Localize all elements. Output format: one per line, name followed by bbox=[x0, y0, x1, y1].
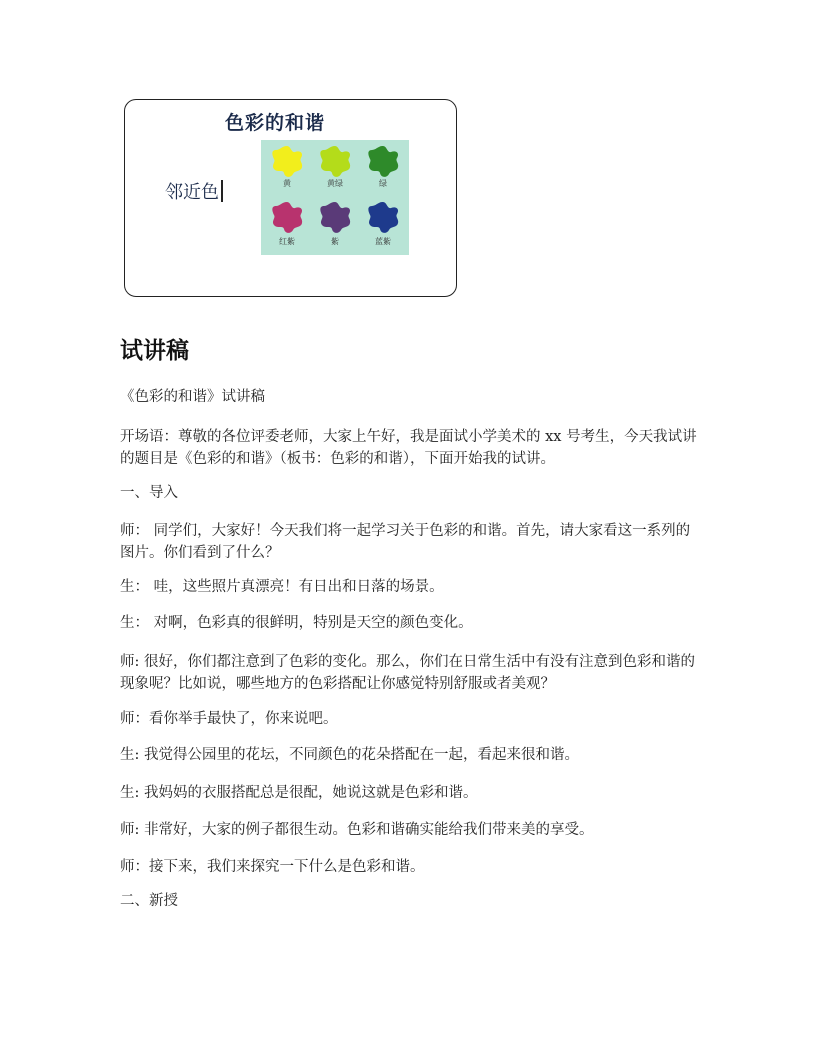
paint-splash-shape bbox=[272, 146, 302, 177]
swatch-label: 蓝紫 bbox=[375, 237, 391, 246]
swatch-label: 黄绿 bbox=[327, 179, 343, 188]
paint-splash-shape bbox=[272, 202, 302, 233]
swatch-label: 红紫 bbox=[279, 237, 295, 246]
paragraph: 一、导入 bbox=[120, 485, 178, 501]
paint-splash-shape bbox=[320, 202, 350, 233]
paragraph: 师： 同学们，大家好！今天我们将一起学习关于色彩的和谐。首先，请大家看这一系列的图片。你们看到了什么？ bbox=[120, 523, 691, 561]
paragraph: 师: 非常好，大家的例子都很生动。色彩和谐确实能给我们带来美的享受。 bbox=[120, 822, 594, 838]
paint-splash-5 bbox=[317, 200, 355, 236]
paragraph: 师：接下来，我们来探究一下什么是色彩和谐。 bbox=[120, 859, 425, 875]
paragraph: 《色彩的和谐》试讲稿 bbox=[120, 389, 265, 405]
paint-splash-3 bbox=[365, 144, 403, 180]
paragraph: 生： 哇，这些照片真漂亮！有日出和日落的场景。 bbox=[120, 579, 444, 595]
paragraph: 生: 我妈妈的衣服搭配总是很配，她说这就是色彩和谐。 bbox=[120, 785, 478, 801]
swatch-label: 绿 bbox=[379, 179, 387, 188]
paragraph: 师：看你举手最快了，你来说吧。 bbox=[120, 711, 338, 727]
paragraph: 生: 我觉得公园里的花坛，不同颜色的花朵搭配在一起，看起来很和谐。 bbox=[120, 747, 579, 763]
board-title: 色彩的和谐 bbox=[225, 112, 326, 134]
board-label: 邻近色 bbox=[165, 178, 223, 204]
paint-splash-4 bbox=[269, 200, 307, 236]
color-swatch-panel bbox=[261, 140, 409, 255]
paint-splash-6 bbox=[365, 200, 403, 236]
blackboard-illustration bbox=[124, 99, 457, 297]
paint-splash-shape bbox=[368, 202, 398, 233]
text-cursor bbox=[221, 180, 223, 202]
paint-splash-shape bbox=[320, 146, 350, 177]
page-heading: 试讲稿 bbox=[120, 338, 189, 364]
swatch-label: 紫 bbox=[331, 237, 339, 246]
paragraph: 师: 很好，你们都注意到了色彩的变化。那么，你们在日常生活中有没有注意到色彩和谐的现象呢？比如说，哪些地方的色彩搭配让你感觉特别舒服或者美观？ bbox=[120, 654, 695, 692]
paint-splash-shape bbox=[368, 146, 398, 177]
paragraph: 生： 对啊，色彩真的很鲜明，特别是天空的颜色变化。 bbox=[120, 615, 473, 631]
paragraph: 开场语：尊敬的各位评委老师，大家上午好，我是面试小学美术的 xx 号考生，今天我试讲的题目是《色彩的和谐》（板书：色彩的和谐），下面开始我的试讲。 bbox=[120, 429, 697, 467]
paint-splash-2 bbox=[317, 144, 355, 180]
paragraph: 二、新授 bbox=[120, 893, 178, 909]
paint-splash-1 bbox=[269, 144, 307, 180]
swatch-label: 黄 bbox=[283, 179, 291, 188]
